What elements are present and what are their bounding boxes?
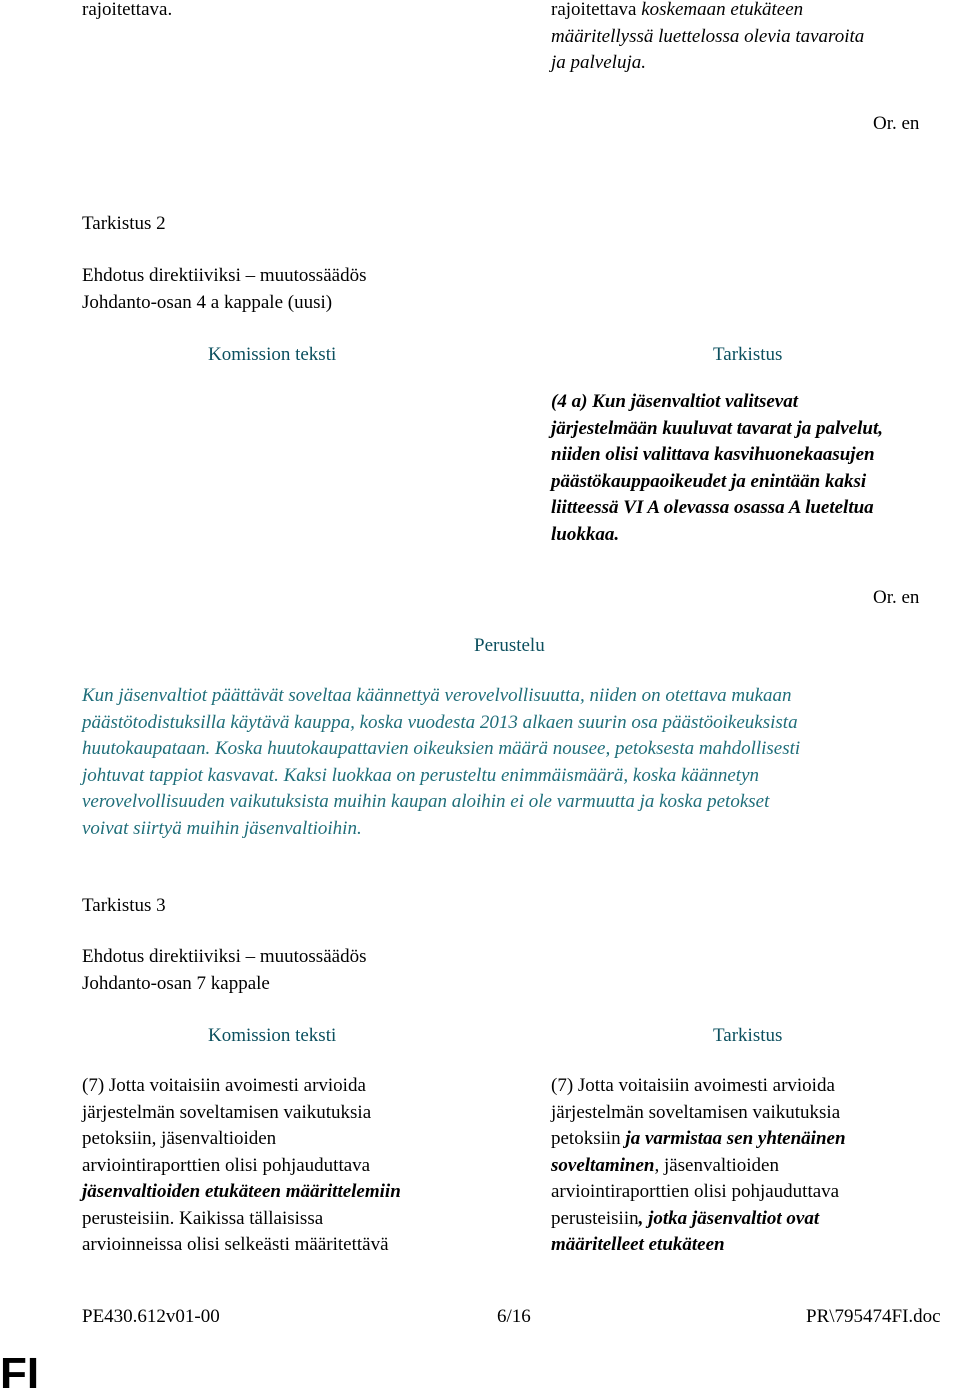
amendment-line: luokkaa.: [551, 523, 620, 545]
column-header-commission: Komission teksti: [208, 1025, 337, 1046]
amendment-line: liitteessä VI A olevassa osassa A lueteltua: [551, 497, 874, 518]
amendment-line: arviointiraporttien olisi pohjauduttava: [551, 1181, 840, 1202]
commission-line: (7) Jotta voitaisiin avoimesti arvioida: [82, 1075, 366, 1096]
proposal-title: Ehdotus direktiiviksi – muutossäädös: [82, 946, 367, 967]
original-language-label: Or. en: [873, 587, 920, 608]
prev-right-text: [551, 0, 951, 77]
amendment-title: Tarkistus 2: [82, 213, 166, 234]
language-mark: FI: [0, 1349, 40, 1398]
prev-left-text: rajoitettava.: [82, 0, 173, 20]
commission-line: petoksiin, jäsenvaltioiden: [82, 1128, 277, 1149]
amendment-line: määritelleet etukäteen: [551, 1234, 725, 1255]
justification-text: [82, 683, 957, 842]
footer-page-number: 6/16: [497, 1306, 531, 1327]
amendment-line: (4 a) Kun jäsenvaltiot valitsevat: [551, 391, 798, 412]
column-header-commission: Komission teksti: [208, 344, 337, 365]
amendment-line: niiden olisi valittava kasvihuonekaasujen: [551, 444, 875, 465]
footer-doc-ref: PE430.612v01-00: [82, 1306, 220, 1327]
location-text: Johdanto-osan 4 a kappale (uusi): [82, 292, 333, 313]
commission-text: [82, 1073, 502, 1259]
prev-right-line: määritellyssä luettelossa olevia tavaroita: [551, 25, 865, 47]
column-header-amendment: Tarkistus: [713, 1025, 783, 1046]
justification-line: Kun jäsenvaltiot päättävät soveltaa käännettyä verovelvollisuutta, niiden on otettava mukaan: [82, 685, 792, 706]
amendment-line: päästökauppaoikeudet ja enintään kaksi: [551, 470, 867, 492]
proposal-title: Ehdotus direktiiviksi – muutossäädös: [82, 265, 367, 286]
column-header-amendment: Tarkistus: [713, 344, 783, 365]
amendment-line: (7) Jotta voitaisiin avoimesti arvioida: [551, 1075, 835, 1096]
location-text: Johdanto-osan 7 kappale: [82, 973, 270, 994]
justification-line: verovelvollisuuden vaikutuksista muihin kaupan aloihin ei ole varmuutta ja koska petokset: [82, 791, 770, 812]
amendment-line: järjestelmään kuuluvat tavarat ja palvelut,: [551, 417, 883, 439]
amendment-line: perusteisiin, jotka jäsenvaltiot ovat: [551, 1207, 820, 1229]
amendment-title: Tarkistus 3: [82, 895, 166, 916]
commission-line: arviointiraporttien olisi pohjauduttava: [82, 1154, 371, 1176]
justification-line: voivat siirtyä muihin jäsenvaltioihin.: [82, 817, 362, 839]
amendment-line: järjestelmän soveltamisen vaikutuksia: [551, 1101, 841, 1123]
commission-line: perusteisiin. Kaikissa tällaisissa: [82, 1207, 324, 1229]
prev-right-line: ja palveluja.: [551, 52, 646, 73]
justification-line: johtuvat tappiot kasvavat. Kaksi luokkaa on perusteltu enimmäismäärä, koska käännetyn: [82, 764, 760, 786]
commission-line: järjestelmän soveltamisen vaikutuksia: [82, 1101, 372, 1123]
commission-line: arvioinneissa olisi selkeästi määritettävä: [82, 1234, 389, 1255]
justification-line: huutokaupataan. Koska huutokaupattavien oikeuksien määrä nousee, petoksesta mahdollisesti: [82, 738, 801, 759]
justification-line: päästötodistuksilla käytävä kauppa, koska vuodesta 2013 alkaen suurin osa päästöoikeuksista: [82, 711, 798, 733]
amendment-text: [551, 1073, 956, 1259]
amendment-line: petoksiin ja varmistaa sen yhtenäinen: [551, 1128, 846, 1149]
prev-right-line: rajoitettava koskemaan etukäteen: [551, 0, 804, 20]
amendment-line: soveltaminen, jäsenvaltioiden: [551, 1154, 779, 1176]
footer-file-ref: PR\795474FI.doc: [806, 1306, 941, 1327]
commission-line-deleted: jäsenvaltioiden etukäteen määrittelemiin: [82, 1181, 401, 1202]
amendment-text: [551, 389, 956, 548]
justification-header: Perustelu: [474, 635, 545, 656]
original-language-label: Or. en: [873, 113, 920, 134]
